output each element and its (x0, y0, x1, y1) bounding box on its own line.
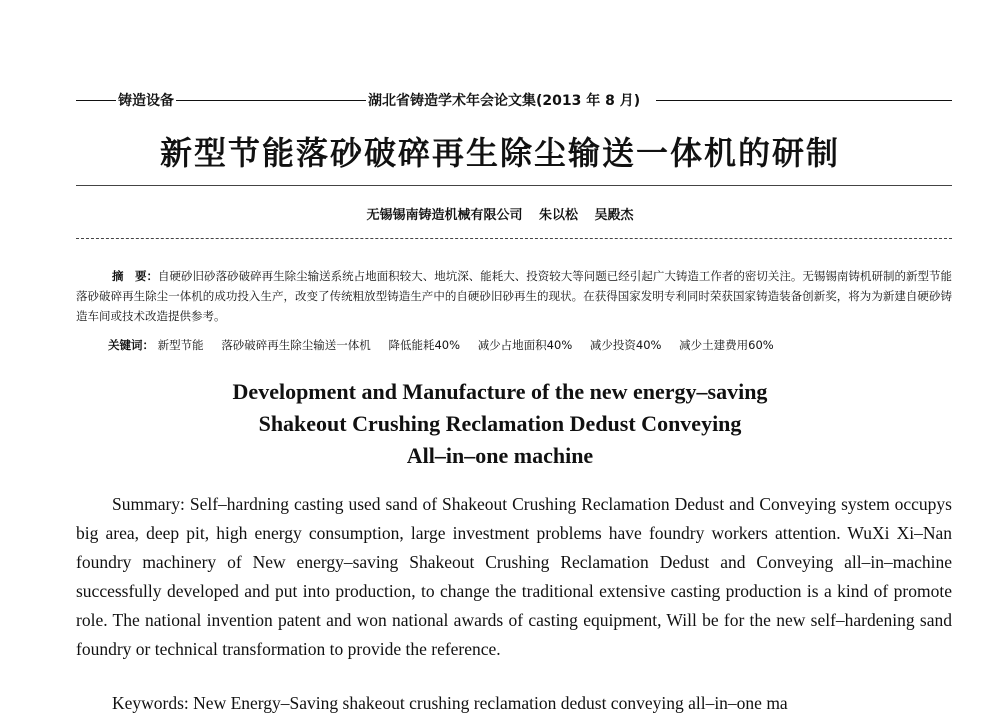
keyword-item: 减少占地面积40% (477, 338, 573, 352)
title-english (0, 376, 1000, 472)
author-2: 吴殿杰 (594, 208, 634, 223)
title-english-line-3: All–in–one machine (406, 443, 594, 468)
keyword-item: 减少土建费用60% (679, 338, 774, 352)
keywords-english: Keywords: New Energy–Saving shakeout crushing reclamation dedust conveying all–in–one ma (112, 693, 788, 713)
header-rule-right (656, 100, 952, 101)
title-english-line-1: Development and Manufacture of the new energy–saving (232, 379, 768, 404)
abstract-label: 摘 要： (112, 269, 159, 283)
affiliation-line (0, 204, 1000, 223)
summary-text: Summary: Self–hardning casting used sand of Shakeout Crushing Reclamation Dedust and Conveying system occupys big area, deep pit, high energy consumption, large investment problems have foundry workers attention. WuXi Xi–Nan foundry machinery of New energy–saving Shakeout Crushing Reclamation Dedust and Conveying all–in–machine successfully developed and put into production, to change the traditional extensive casting production is a kind of promote role. The national invention patent and won national awards of casting equipment, Will be for the new self–hardening sand foundry or technical transformation to provide the reference. (76, 494, 952, 659)
title-english-line-2: Shakeout Crushing Reclamation Dedust Conveying (258, 411, 742, 436)
header-rule-left (76, 100, 116, 101)
keyword-item: 减少投资40% (589, 338, 662, 352)
company-name: 无锡锡南铸造机械有限公司 (366, 208, 523, 223)
keywords-label: 关键词： (108, 338, 154, 352)
header-proceedings: 湖北省铸造学术年会论文集(2013 年 8 月) (368, 93, 641, 109)
abstract-text: 自硬砂旧砂落砂破碎再生除尘输送系统占地面积较大、地坑深、能耗大、投资较大等问题已经引起广大铸造工作者的密切关注。无锡锡南铸机研制的新型节能落砂破碎再生除尘一体机的成功投入生产，改变了传统粗放型铸造生产中的自硬砂旧砂再生的现状。在获得国家发明专利同时荣获国家铸造装备创新奖，将为为新建自硬砂铸造车间或技术改造提供参考。 (76, 269, 952, 323)
title-chinese: 新型节能落砂破碎再生除尘输送一体机的研制 (159, 134, 840, 172)
keyword-item: 落砂破碎再生除尘输送一体机 (221, 338, 371, 352)
divider-bottom (76, 238, 952, 239)
running-header (76, 88, 952, 112)
header-section: 铸造设备 (118, 93, 174, 109)
author-1: 朱以松 (538, 208, 578, 223)
abstract-chinese (76, 266, 952, 326)
keyword-item: 新型节能 (157, 338, 204, 352)
keyword-item: 降低能耗40% (388, 338, 461, 352)
keywords-chinese (108, 336, 952, 354)
summary-english (76, 490, 952, 664)
divider-top (76, 185, 952, 186)
header-rule-middle (176, 100, 366, 101)
